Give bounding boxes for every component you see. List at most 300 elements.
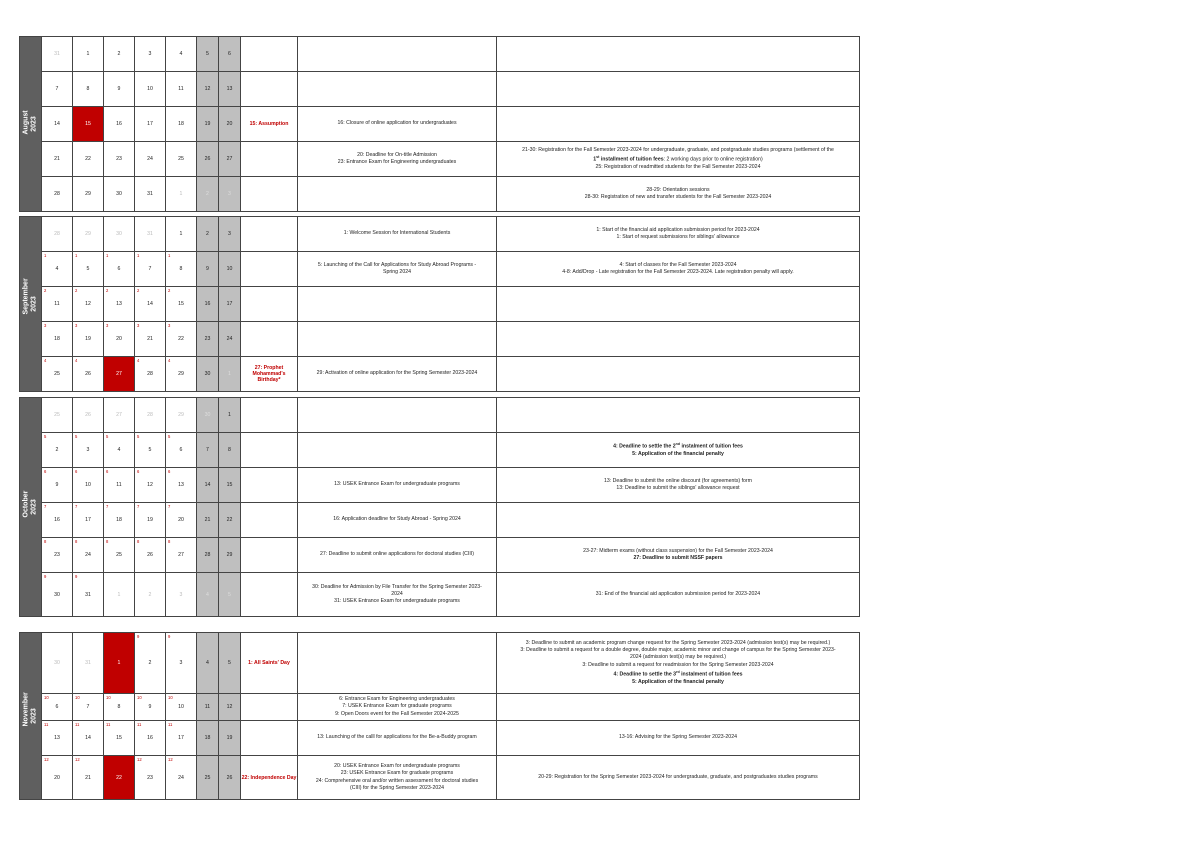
day-number: 23	[54, 552, 60, 558]
day-cell	[104, 573, 135, 617]
day-number: 9	[148, 704, 152, 710]
day-number: 3	[148, 51, 152, 57]
weekend-day-cell	[219, 252, 241, 287]
day-cell	[42, 322, 73, 357]
day-number: 10	[85, 482, 91, 488]
day-number: 2	[206, 191, 209, 197]
day-cell	[73, 503, 104, 538]
weekend-day-cell	[219, 107, 241, 142]
event-line: 24: Comprehensive oral and/or written assessment for doctoral studies	[315, 777, 479, 784]
day-cell	[42, 252, 73, 287]
day-number: 1	[117, 660, 121, 666]
holiday-label	[241, 433, 298, 468]
event-line: 13: Deadline to submit the siblings' allowance request	[616, 485, 740, 491]
day-cell	[104, 468, 135, 503]
day-number: 19	[85, 336, 91, 342]
week-number: 3	[106, 323, 109, 328]
week-row	[20, 538, 860, 573]
day-number: 29	[178, 371, 184, 377]
day-cell	[135, 322, 166, 357]
day-number: 30	[116, 231, 122, 237]
day-number: 20	[178, 517, 184, 523]
holiday-label: 27: Prophet Mohammad's Birthday*	[241, 357, 298, 392]
week-number: 2	[137, 288, 140, 293]
event-line: 6: Entrance Exam for Engineering undergraduates	[339, 696, 455, 703]
day-number: 4	[117, 447, 121, 453]
day-number: 16	[204, 301, 211, 307]
day-number: 1	[228, 371, 231, 377]
month-block-november	[19, 632, 859, 800]
weekend-day-cell	[197, 107, 219, 142]
day-cell	[104, 398, 135, 433]
day-cell	[166, 217, 197, 252]
day-number: 31	[147, 191, 153, 197]
day-cell	[104, 433, 135, 468]
week-number: 3	[44, 323, 47, 328]
week-number: 12	[137, 757, 142, 762]
day-number: 26	[226, 774, 233, 781]
week-row	[20, 694, 860, 721]
day-number: 2	[117, 51, 121, 57]
day-cell	[135, 142, 166, 177]
day-number: 1	[179, 231, 183, 237]
event-line: 13: USEK Entrance Exam for undergraduate programs	[334, 481, 460, 488]
week-number: 12	[75, 757, 80, 762]
day-number: 7	[86, 704, 90, 710]
holiday-label	[241, 37, 298, 72]
day-number: 21	[54, 156, 60, 162]
week-row	[20, 252, 860, 287]
day-number: 30	[54, 591, 60, 598]
event-line: 1: Welcome Session for International Students	[343, 230, 451, 237]
event-line: 4: Start of classes for the Fall Semester 2023-2024	[619, 261, 737, 268]
month-year: 2023	[30, 499, 38, 515]
day-number: 15	[226, 482, 233, 488]
day-cell	[135, 252, 166, 287]
day-cell	[104, 37, 135, 72]
event-line: 25: Registration of readmitted students for the Fall Semester 2023-2024	[595, 163, 761, 170]
day-number: 2	[148, 591, 152, 598]
month-year: 2023	[30, 708, 38, 724]
holiday-label	[241, 503, 298, 538]
event-line: 1: Start of request submissions for siblings' allowance	[616, 234, 740, 240]
day-cell	[73, 357, 104, 392]
day-number: 21	[204, 517, 211, 523]
day-number: 31	[85, 660, 91, 666]
week-number: 11	[137, 722, 142, 727]
day-number: 8	[228, 447, 231, 453]
holiday-day-cell	[104, 357, 135, 392]
day-cell	[73, 72, 104, 107]
event-line: (CIII) for the Spring Semester 2023-2024	[350, 784, 444, 791]
day-number: 24	[178, 774, 184, 781]
weekend-day-cell	[219, 357, 241, 392]
event-line: 4-8: Add/Drop - Late registration for the Fall Semester 2023-2024. Late registration penalty will apply.	[562, 269, 794, 275]
day-cell	[166, 37, 197, 72]
day-number: 25	[178, 156, 184, 162]
weekend-day-cell	[219, 468, 241, 503]
week-number: 7	[168, 504, 171, 509]
day-number: 28	[147, 412, 153, 418]
events-cell-primary	[298, 633, 497, 694]
day-cell	[42, 756, 73, 800]
weekend-day-cell	[219, 721, 241, 756]
holiday-label	[241, 142, 298, 177]
weekend-day-cell	[197, 503, 219, 538]
day-cell	[73, 177, 104, 212]
event-line: 16: Closure of online application for undergraduates	[337, 120, 457, 127]
week-number: 8	[44, 539, 47, 544]
day-cell	[135, 107, 166, 142]
weekend-day-cell	[219, 217, 241, 252]
holiday-label: 15: Assumption	[241, 107, 298, 142]
events-cell-primary	[298, 252, 497, 287]
day-cell	[104, 107, 135, 142]
day-cell	[166, 756, 197, 800]
day-cell	[135, 468, 166, 503]
week-number: 12	[44, 757, 49, 762]
events-cell-secondary	[497, 503, 860, 538]
week-number: 5	[106, 434, 109, 439]
day-cell	[166, 468, 197, 503]
weekend-day-cell	[197, 177, 219, 212]
weekend-day-cell	[197, 322, 219, 357]
week-number: 6	[168, 469, 171, 474]
events-cell-primary	[298, 398, 497, 433]
events-cell-primary	[298, 756, 497, 800]
day-cell	[135, 177, 166, 212]
day-cell	[104, 287, 135, 322]
weekend-day-cell	[219, 433, 241, 468]
events-cell-primary	[298, 468, 497, 503]
week-number: 2	[75, 288, 78, 293]
weekend-day-cell	[197, 433, 219, 468]
day-cell	[42, 37, 73, 72]
day-number: 29	[178, 412, 184, 418]
day-number: 26	[85, 412, 91, 418]
day-number: 5	[206, 51, 209, 57]
holiday-label	[241, 287, 298, 322]
day-number: 28	[204, 552, 211, 558]
day-number: 15	[178, 301, 184, 307]
event-line: 31: End of the financial aid application submission period for 2023-2024	[595, 590, 761, 597]
week-number: 7	[137, 504, 140, 509]
day-number: 12	[226, 704, 233, 710]
week-number: 6	[106, 469, 109, 474]
events-cell-secondary	[497, 287, 860, 322]
events-cell-primary	[298, 573, 497, 617]
day-number: 27	[178, 552, 184, 558]
day-number: 12	[85, 301, 91, 307]
day-cell	[42, 433, 73, 468]
weekend-day-cell	[219, 538, 241, 573]
day-cell	[73, 468, 104, 503]
weekend-day-cell	[197, 756, 219, 800]
day-number: 13	[116, 301, 122, 307]
day-number: 30	[204, 371, 211, 377]
week-number: 1	[168, 253, 171, 258]
day-number: 4	[206, 660, 209, 666]
day-cell	[166, 633, 197, 694]
week-number: 11	[75, 722, 80, 727]
month-label	[20, 633, 42, 800]
day-cell	[42, 217, 73, 252]
weekend-day-cell	[219, 72, 241, 107]
day-number: 17	[178, 735, 184, 741]
event-line: 29: Activation of online application for the Spring Semester 2023-2024	[316, 370, 478, 377]
week-number: 10	[168, 695, 173, 700]
events-cell-primary	[298, 721, 497, 756]
day-number: 19	[204, 121, 211, 127]
month-label	[20, 37, 42, 212]
day-cell	[166, 142, 197, 177]
week-number: 10	[137, 695, 142, 700]
day-number: 28	[54, 231, 60, 237]
week-number: 12	[106, 757, 111, 762]
day-cell	[166, 538, 197, 573]
day-cell	[42, 468, 73, 503]
day-number: 6	[117, 266, 121, 272]
holiday-day-cell	[104, 633, 135, 694]
day-cell	[135, 433, 166, 468]
week-row	[20, 573, 860, 617]
day-number: 31	[147, 231, 153, 237]
day-cell	[73, 322, 104, 357]
holiday-label	[241, 694, 298, 721]
day-number: 2	[206, 231, 209, 237]
day-number: 20	[116, 336, 122, 342]
day-cell	[73, 573, 104, 617]
day-number: 8	[179, 266, 183, 272]
day-cell	[42, 142, 73, 177]
week-number: 8	[168, 539, 171, 544]
day-number: 17	[147, 121, 153, 127]
event-line: 7: USEK Entrance Exam for graduate programs	[342, 703, 452, 710]
day-cell	[73, 37, 104, 72]
day-number: 15	[116, 735, 122, 741]
day-number: 6	[55, 704, 59, 710]
holiday-label	[241, 398, 298, 433]
month-name: November	[22, 692, 30, 727]
day-number: 23	[116, 156, 122, 162]
events-cell-primary	[298, 107, 497, 142]
day-number: 27	[116, 371, 122, 377]
weekend-day-cell	[197, 142, 219, 177]
holiday-day-cell	[104, 756, 135, 800]
event-line: 1st installment of tuition fees: 2 working days prior to online registration)	[593, 155, 763, 163]
day-cell	[73, 721, 104, 756]
weekend-day-cell	[219, 37, 241, 72]
week-row	[20, 633, 860, 694]
day-number: 29	[226, 552, 233, 558]
week-number: 3	[75, 323, 78, 328]
day-number: 28	[54, 191, 60, 197]
weekend-day-cell	[219, 633, 241, 694]
day-number: 1	[228, 412, 231, 418]
day-number: 2	[148, 660, 152, 666]
week-number: 7	[75, 504, 78, 509]
day-cell	[104, 217, 135, 252]
day-number: 5	[86, 266, 90, 272]
day-number: 18	[54, 336, 60, 342]
events-cell-secondary	[497, 398, 860, 433]
day-number: 1	[179, 191, 183, 197]
day-number: 22	[178, 336, 184, 342]
week-number: 10	[75, 695, 80, 700]
day-number: 29	[85, 191, 91, 197]
event-line: 13-16: Advising for the Spring Semester 2023-2024	[619, 734, 737, 741]
day-cell	[135, 287, 166, 322]
day-cell	[166, 694, 197, 721]
week-row	[20, 37, 860, 72]
holiday-label	[241, 468, 298, 503]
event-line: 2024 (admission test(s) may be required.)	[629, 654, 726, 661]
weekend-day-cell	[197, 252, 219, 287]
day-number: 14	[147, 301, 153, 307]
day-cell	[73, 694, 104, 721]
event-line: 1: Start of the financial aid application submission period for 2023-2024	[596, 226, 760, 233]
event-line: 20: USEK Entrance Exam for undergraduate programs	[334, 763, 460, 770]
day-cell	[104, 252, 135, 287]
event-line: 23: USEK Entrance Exam for graduate programs	[340, 770, 454, 777]
day-number: 16	[116, 121, 122, 127]
week-number: 3	[168, 323, 171, 328]
week-number: 10	[44, 695, 49, 700]
weekend-day-cell	[219, 398, 241, 433]
day-cell	[42, 287, 73, 322]
day-number: 18	[116, 517, 122, 523]
event-line: 27: Deadline to submit NSSF papers	[633, 555, 723, 561]
day-cell	[104, 694, 135, 721]
day-number: 6	[228, 51, 231, 57]
day-number: 20	[226, 121, 233, 127]
day-number: 12	[147, 482, 153, 488]
week-row	[20, 433, 860, 468]
day-cell	[42, 538, 73, 573]
week-number: 1	[137, 253, 140, 258]
day-cell	[135, 217, 166, 252]
day-cell	[135, 721, 166, 756]
holiday-label: 22: Independence Day	[241, 756, 298, 800]
weekend-day-cell	[197, 633, 219, 694]
week-row	[20, 217, 860, 252]
day-number: 14	[204, 482, 211, 488]
holiday-label	[241, 177, 298, 212]
day-cell	[166, 72, 197, 107]
day-number: 26	[147, 552, 153, 558]
events-cell-primary	[298, 37, 497, 72]
day-number: 3	[179, 660, 183, 666]
week-row	[20, 357, 860, 392]
day-cell	[73, 287, 104, 322]
day-cell	[73, 142, 104, 177]
weekend-day-cell	[197, 573, 219, 617]
event-line: Spring 2024	[383, 269, 411, 275]
day-cell	[104, 322, 135, 357]
day-cell	[166, 177, 197, 212]
day-number: 11	[204, 704, 211, 710]
weekend-day-cell	[197, 538, 219, 573]
day-number: 19	[147, 517, 153, 523]
day-cell	[42, 177, 73, 212]
event-line: 23-27: Midterm exams (without class suspension) for the Fall Semester 2023-2024	[583, 547, 773, 554]
day-cell	[166, 287, 197, 322]
weekend-day-cell	[219, 756, 241, 800]
day-number: 10	[226, 266, 233, 272]
holiday-label	[241, 538, 298, 573]
event-line: 23: Entrance Exam for Engineering undergraduates	[337, 159, 457, 165]
day-number: 14	[85, 735, 91, 741]
holiday-label	[241, 72, 298, 107]
events-cell-primary	[298, 177, 497, 212]
events-cell-primary	[298, 217, 497, 252]
weekend-day-cell	[197, 287, 219, 322]
event-line: 3: Deadline to submit a request for readmission for the Spring Semester 2023-2024	[582, 661, 774, 668]
event-line: 20-29: Registration for the Spring Semester 2023-2024 for undergraduate, graduate, and postgraduates studies programs	[538, 773, 818, 780]
week-number: 6	[137, 469, 140, 474]
weekend-day-cell	[197, 217, 219, 252]
event-line: 20: Deadline for On-title Admission	[357, 151, 437, 158]
day-cell	[104, 538, 135, 573]
day-cell	[73, 252, 104, 287]
week-number: 9	[44, 574, 47, 579]
day-number: 3	[228, 231, 231, 237]
event-line: 31: USEK Entrance Exam for undergraduate programs	[334, 598, 460, 605]
day-number: 5	[148, 447, 152, 453]
events-cell-secondary	[497, 177, 860, 212]
day-number: 5	[228, 591, 231, 598]
day-cell	[73, 398, 104, 433]
day-cell	[73, 756, 104, 800]
day-cell	[42, 573, 73, 617]
day-number: 21	[147, 336, 153, 342]
week-number: 11	[168, 722, 173, 727]
day-cell	[166, 357, 197, 392]
day-number: 22	[116, 774, 122, 781]
day-number: 3	[179, 591, 183, 598]
week-number: 5	[75, 434, 78, 439]
events-cell-secondary	[497, 322, 860, 357]
day-number: 17	[85, 517, 91, 523]
events-cell-secondary	[497, 468, 860, 503]
month-year: 2023	[30, 116, 38, 132]
day-cell	[166, 721, 197, 756]
event-line: 21-30: Registration for the Fall Semester 2023-2024 for undergraduate, graduate, and postgraduate studies programs (settlement of the	[522, 146, 834, 153]
day-cell	[166, 433, 197, 468]
week-number: 6	[75, 469, 78, 474]
day-number: 30	[54, 660, 60, 666]
day-number: 9	[206, 266, 209, 272]
holiday-day-cell	[73, 107, 104, 142]
week-row	[20, 721, 860, 756]
events-cell-secondary	[497, 217, 860, 252]
month-table	[19, 216, 860, 392]
event-line: 16: Application deadline for Study Abroad - Spring 2024	[333, 516, 461, 523]
day-number: 24	[147, 156, 153, 162]
events-cell-secondary	[497, 721, 860, 756]
holiday-label	[241, 322, 298, 357]
day-number: 25	[204, 774, 211, 781]
week-number: 9	[137, 634, 140, 639]
event-line: 4: Deadline to settle the 2nd instalment of tuition fees	[613, 442, 743, 451]
day-number: 23	[147, 774, 153, 781]
holiday-label	[241, 573, 298, 617]
weekend-day-cell	[219, 142, 241, 177]
day-number: 13	[226, 86, 233, 92]
day-number: 10	[178, 704, 184, 710]
events-cell-secondary	[497, 633, 860, 694]
events-cell-primary	[298, 72, 497, 107]
